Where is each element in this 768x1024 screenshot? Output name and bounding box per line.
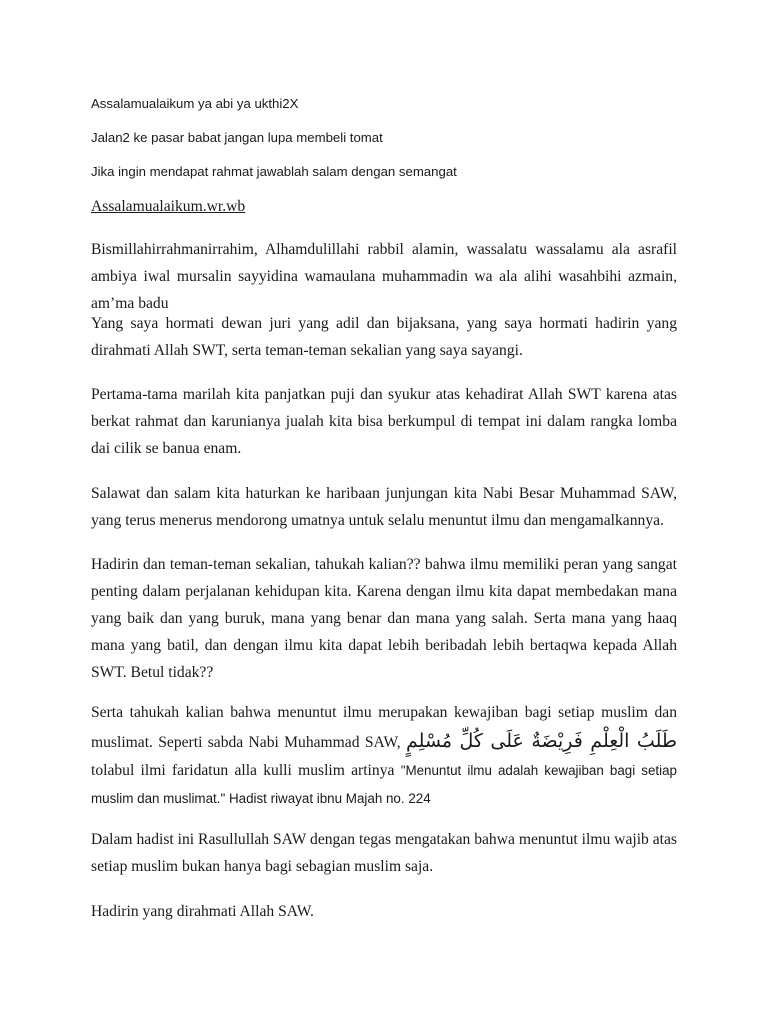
closing-address-line: Hadirin yang dirahmati Allah SAW. (91, 903, 314, 920)
greeting-line-2: Jalan2 ke pasar babat jangan lupa membeli tomat (91, 130, 383, 145)
hadith-translation-quote: "Menuntut ilmu adalah kewajiban bagi setiap muslim dan muslimat." Hadist riwayat ibnu Majah no. 224 (91, 763, 678, 806)
gratitude-paragraph: Pertama-tama marilah kita panjatkan puji dan syukur atas kehadirat Allah SWT karena atas berkat rahmat dan karunianya jualah kita bisa berkumpul di tempat ini dalam rangka lomba dai cilik se banua enam. (91, 386, 677, 457)
hadith-intro-text: Serta tahukah kalian bahwa menuntut ilmu merupakan kewajiban bagi setiap muslim dan muslimat. Seperti sabda Nabi Muhammad SAW, (91, 704, 677, 751)
greeting-line-1: Assalamualaikum ya abi ya ukthi2X (91, 96, 299, 111)
hadith-explanation-paragraph: Dalam hadist ini Rasullullah SAW dengan tegas mengatakan bahwa menuntut ilmu wajib atas setiap muslim bukan hanya bagi sebagian muslim saja. (91, 831, 677, 875)
hadith-transliteration: tolabul ilmi faridatun alla kulli muslim artinya (91, 762, 395, 779)
salawat-paragraph: Salawat dan salam kita haturkan ke haribaan junjungan kita Nabi Besar Muhammad SAW, yang terus menerus mendorong umatnya untuk selalu menuntut ilmu dan mengamalkannya. (91, 485, 677, 529)
greeting-line-3: Jika ingin mendapat rahmat jawablah salam dengan semangat (91, 164, 457, 179)
salam-line: Assalamualaikum.wr.wb (91, 198, 246, 215)
opening-paragraph: Bismillahirrahmanirrahim, Alhamdulillahi rabbil alamin, wassalatu wassalamu ala asrafil ambiya iwal mursalin sayyidina wamaulana muhammadin wa ala alihi wasahbihi azmain, am’ma badu (91, 241, 677, 312)
hadith-paragraph (91, 699, 677, 813)
greeting-jury-paragraph: Yang saya hormati dewan juri yang adil dan bijaksana, yang saya hormati hadirin yang dirahmati Allah SWT, serta teman-teman sekalian yang saya sayangi. (91, 315, 677, 359)
arabic-hadith-text: طَلَبُ الْعِلْمِ فَرِيْضَةٌ عَلَى كُلِّ مُسْلِمٍ (406, 730, 677, 752)
knowledge-paragraph: Hadirin dan teman-teman sekalian, tahukah kalian?? bahwa ilmu memiliki peran yang sangat penting dalam perjalanan kehidupan kita. Karena dengan ilmu kita dapat membedakan mana yang baik dan yang buruk, mana yang benar dan mana yang salah. Serta mana yang haaq mana yang batil, dan dengan ilmu kita dapat lebih beribadah lebih bertaqwa kepada Allah SWT. Betul tidak?? (91, 556, 677, 681)
